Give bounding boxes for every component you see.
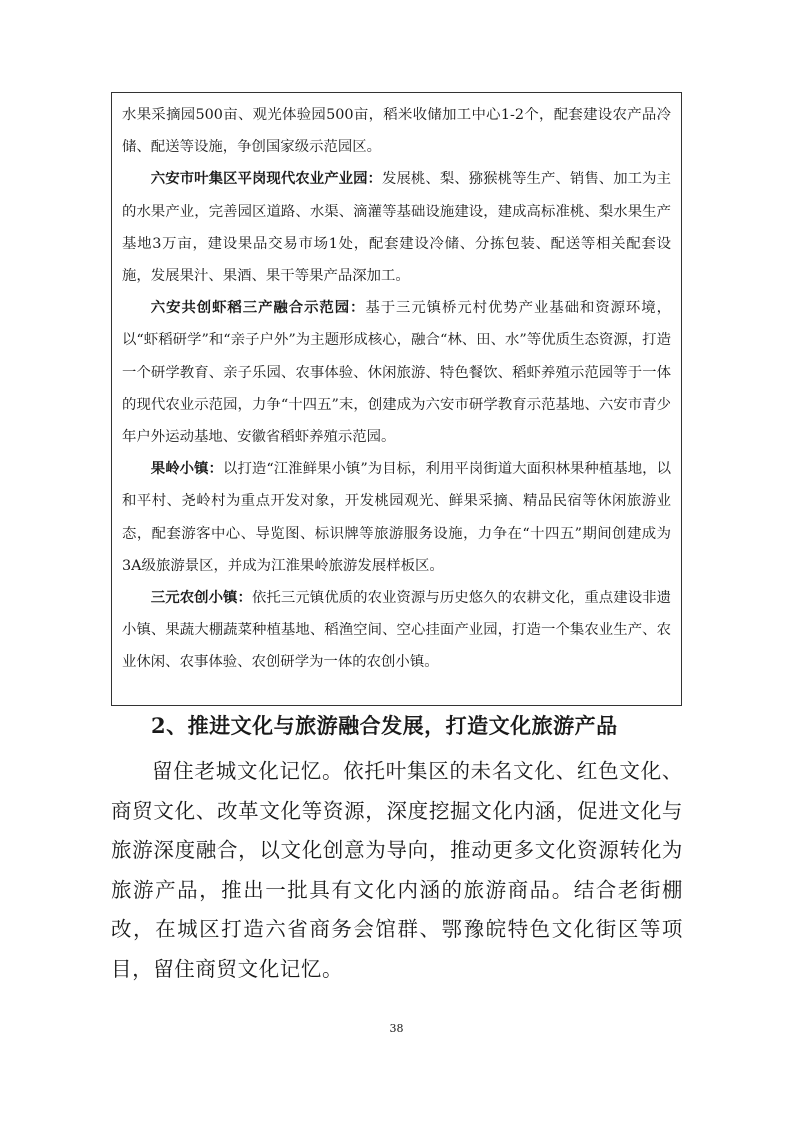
box-paragraph-3	[122, 292, 671, 453]
project-text-guoling: 以打造“江淮鲜果小镇”为目标，利用平岗街道大面积林果种植基地，以和平村、尧岭村为重点开发对象，开发桃园观光、鲜果采摘、精品民宿等休闲旅游业态，配套游客中心、导览图、标识牌等旅游服务设施，力争在“十四五”期间创建成为3A级旅游景区，并成为江淮果岭旅游发展样板区。	[122, 461, 671, 574]
project-text-sanyuan: 依托三元镇优质的农业资源与历史悠久的农耕文化，重点建设非遗小镇、果蔬大棚蔬菜种植基地、稻渔空间、空心挂面产业园，打造一个集农业生产、农业休闲、农事体验、农创研学为一体的农创小镇。	[122, 590, 671, 671]
section-heading: 2、推进文化与旅游融合发展，打造文化旅游产品	[151, 713, 618, 738]
page-number: 38	[389, 1022, 404, 1035]
project-box	[111, 92, 682, 706]
project-text-shrimp-rice: 基于三元镇桥元村优势产业基础和资源环境，以“虾稻研学”和“亲子户外”为主题形成核心，融合“林、田、水”等优质生态资源，打造一个研学教育、亲子乐园、农事体验、休闲旅游、特色餐饮、稻虾养殖示范园等于一体的现代农业示范园，力争“十四五”末，创建成为六安市研学教育示范基地、六安市青少年户外运动基地、安徽省稻虾养殖示范园。	[122, 300, 671, 446]
project-title-sanyuan: 三元农创小镇：	[150, 589, 252, 607]
project-title-guoling: 果岭小镇：	[150, 460, 223, 478]
box-paragraph-1: 水果采摘园500亩、观光体验园500亩，稻米收储加工中心1-2个，配套建设农产品冷储、配送等设施，争创国家级示范园区。	[122, 107, 671, 156]
box-paragraph-4	[122, 453, 671, 582]
project-title-shrimp-rice: 六安共创虾稻三产融合示范园：	[150, 299, 366, 317]
box-paragraph-2	[122, 163, 671, 292]
section-body: 留住老城文化记忆。依托叶集区的未名文化、红色文化、商贸文化、改革文化等资源，深度挖掘文化内涵，促进文化与旅游深度融合，以文化创意为导向，推动更多文化资源转化为旅游产品，推出一批具有文化内涵的旅游商品。结合老街棚改，在城区打造六省商务会馆群、鄂豫皖特色文化街区等项目，留住商贸文化记忆。	[111, 759, 683, 981]
project-title-pinggang: 六安市叶集区平岗现代农业产业园：	[150, 170, 383, 188]
project-text-pinggang: 发展桃、梨、猕猴桃等生产、销售、加工为主的水果产业，完善园区道路、水渠、滴灌等基础设施建设，建成高标准桃、梨水果生产基地3万亩，建设果品交易市场1处，配套建设冷储、分拣包装、配送等相关配套设施，发展果汁、果酒、果干等果产品深加工。	[122, 171, 671, 285]
box-paragraph-5	[122, 582, 671, 679]
